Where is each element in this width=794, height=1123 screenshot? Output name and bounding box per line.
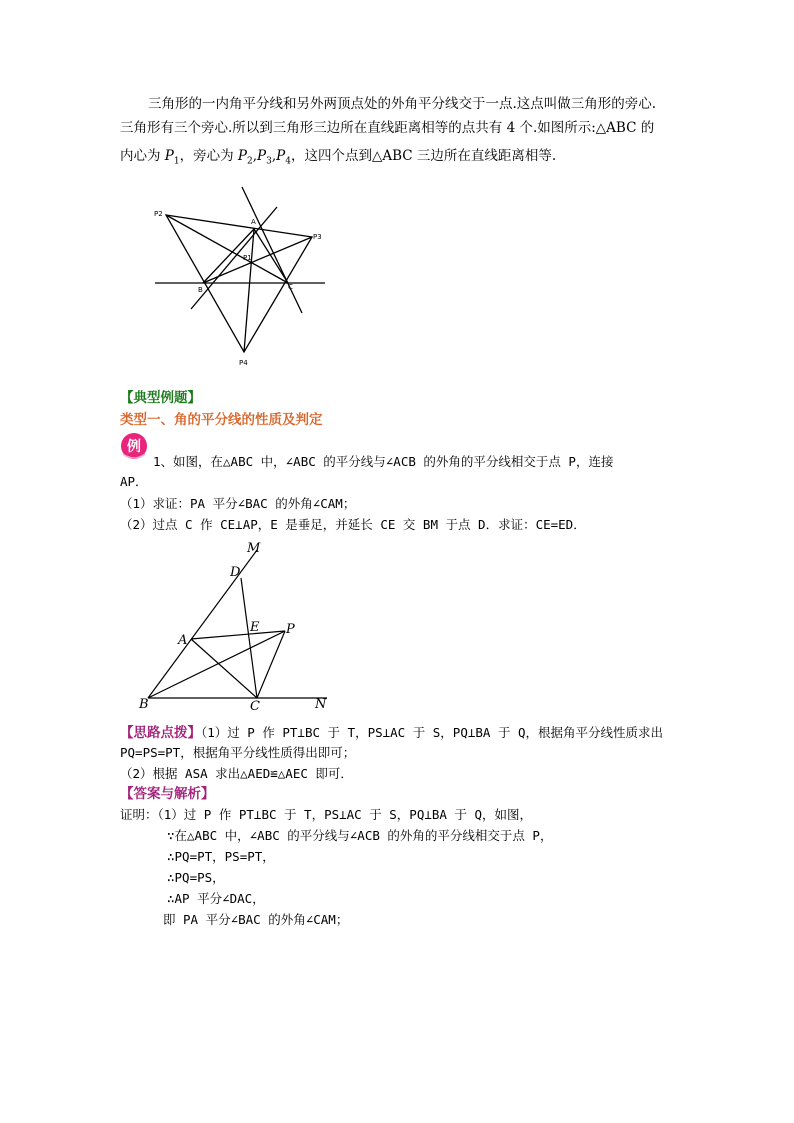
fig2-label-b: B <box>139 697 149 712</box>
problem-line-1: 1、如图，在△ABC 中，∠ABC 的平分线与∠ACB 的外角的平分线相交于点 P，连接 <box>153 454 614 469</box>
fig2-label-n: N <box>315 697 327 712</box>
p1-sub: 1 <box>173 156 180 167</box>
intro-line-1: 三角形的一内角平分线和另外两顶点处的外角平分线交于一点.这点叫做三角形的旁心. <box>148 96 657 112</box>
line-ac <box>242 187 302 313</box>
hint-line-3: （2）根据 ASA 求出△AED≌△AEC 即可． <box>120 766 353 781</box>
example-badge-icon <box>120 432 148 460</box>
p2-sub: 2 <box>247 156 253 167</box>
fig2-label-p: P <box>286 622 295 637</box>
example-badge-text: 例 <box>127 439 141 455</box>
fig2-label-c: C <box>250 699 260 713</box>
line-bp <box>148 631 285 698</box>
comma: , <box>271 148 277 164</box>
answer-line-3: ∴PQ=PT，PS=PT， <box>167 849 275 864</box>
hint-line-1 <box>120 723 663 743</box>
intro-line-3 <box>120 146 556 172</box>
fig2-label-a: A <box>178 633 188 648</box>
p4-sub: 4 <box>285 156 291 167</box>
fig2-label-d: D <box>230 565 241 580</box>
fig2-label-e: E <box>250 620 260 635</box>
problem-line-2: AP． <box>120 474 148 489</box>
answer-line-4: ∴PQ=PS， <box>167 870 225 885</box>
excenter-figure <box>150 185 330 370</box>
fig1-label-p4: P4 <box>239 359 248 367</box>
type-1-heading: 类型一、角的平分线的性质及判定 <box>120 412 323 428</box>
answer-line-2: ∵在△ABC 中，∠ABC 的平分线与∠ACB 的外角的平分线相交于点 P， <box>167 828 553 843</box>
p3-sub: 3 <box>266 156 272 167</box>
problem-part-2: （2）过点 C 作 CE⊥AP，E 是垂足，并延长 CE 交 BM 于点 D．求证：CE=ED． <box>120 517 586 532</box>
answer-line-5: ∴AP 平分∠DAC， <box>167 891 265 906</box>
intro-line-3-c: ，这四个点到△ABC 三边所在直线距离相等. <box>291 148 557 164</box>
answer-line-6: 即 PA 平分∠BAC 的外角∠CAM； <box>163 912 349 927</box>
fig1-label-c: C <box>288 283 293 291</box>
typical-examples-heading: 【典型例题】 <box>120 390 201 406</box>
problem-part-1: （1）求证：PA 平分∠BAC 的外角∠CAM； <box>120 496 356 511</box>
p2-symbol: P <box>237 148 248 164</box>
p4-symbol: P <box>276 148 286 164</box>
p1-symbol: P <box>164 148 174 164</box>
hint-line-2: PQ=PS=PT，根据角平分线性质得出即可； <box>120 745 356 760</box>
hint-text-1: （1）过 P 作 PT⊥BC 于 T，PS⊥AC 于 S，PQ⊥BA 于 Q，根据角平分线性质求出 <box>201 725 663 740</box>
intro-line-3-b: ，旁心为 <box>179 148 238 164</box>
bisector-a-p4 <box>244 229 254 352</box>
line-dc <box>241 578 257 698</box>
line-ab <box>191 207 277 309</box>
comma: , <box>252 148 258 164</box>
line-pc <box>257 631 285 698</box>
line-ac <box>191 639 257 698</box>
answer-line-1: 证明：（1）过 P 作 PT⊥BC 于 T，PS⊥AC 于 S，PQ⊥BA 于 Q，如图， <box>120 807 532 822</box>
fig1-label-p2: P2 <box>154 210 163 218</box>
fig2-label-m: M <box>247 541 261 556</box>
p3-symbol: P <box>257 148 267 164</box>
intro-line-3-a: 内心为 <box>120 148 165 164</box>
line-bm <box>148 550 257 698</box>
fig1-label-a: A <box>251 218 256 226</box>
fig1-label-p3: P3 <box>313 233 322 241</box>
bisector-p3-b <box>203 237 312 283</box>
intro-line-2: 三角形有三个旁心.所以到三角形三边所在直线距离相等的点共有 4 个.如图所示:△ABC 的 <box>120 120 655 136</box>
hint-title: 【思路点拨】 <box>120 725 201 741</box>
answer-title: 【答案与解析】 <box>120 786 215 802</box>
segment-a-c <box>254 229 288 283</box>
bisector-figure <box>135 538 345 713</box>
fig1-label-p1: P1 <box>243 254 252 262</box>
fig1-label-b: B <box>198 286 203 294</box>
